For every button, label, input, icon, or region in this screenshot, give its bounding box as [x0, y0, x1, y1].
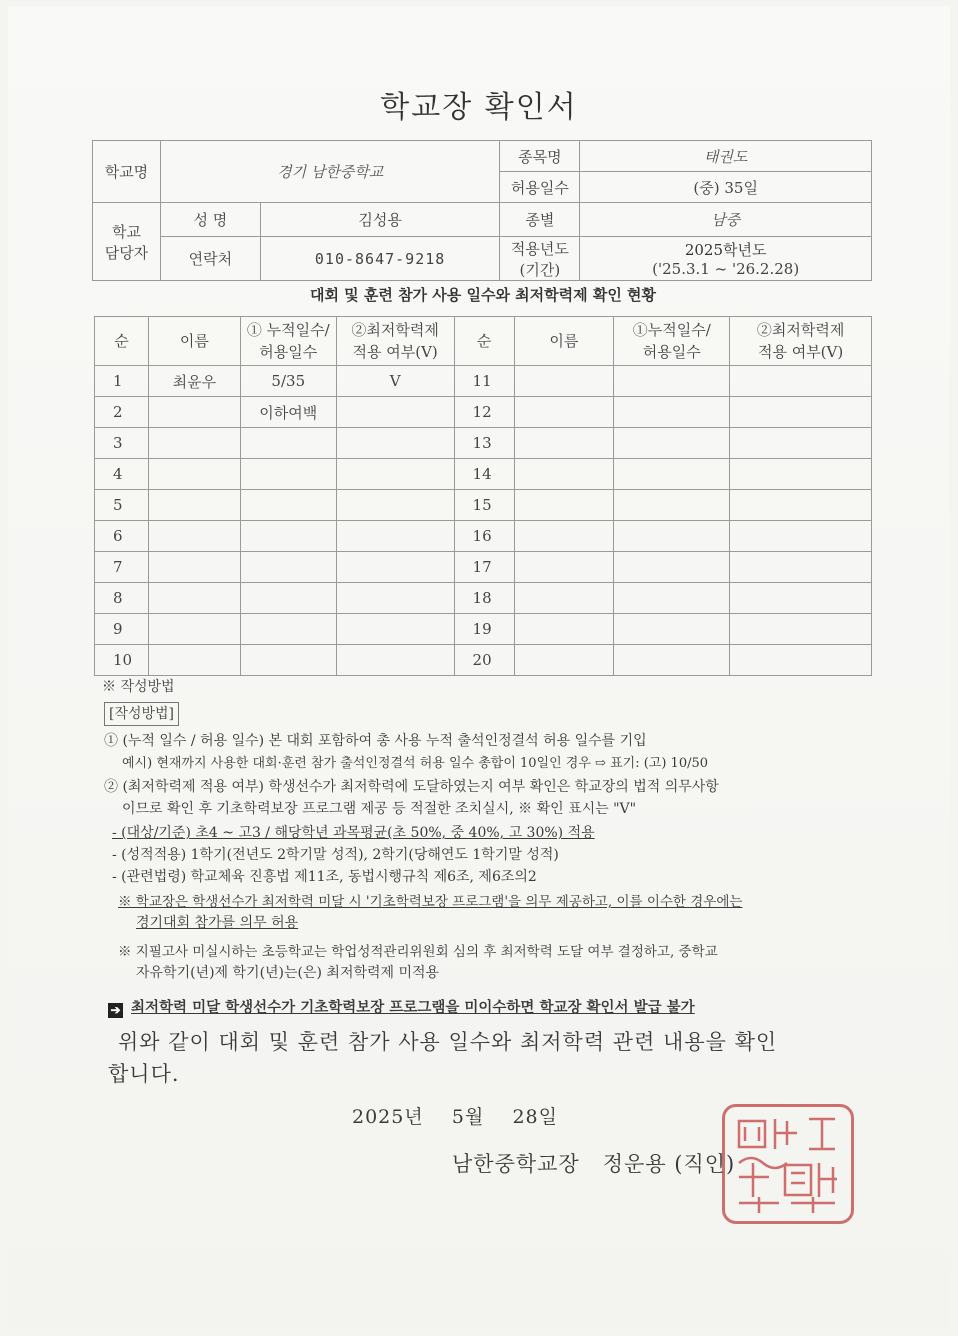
row-name	[148, 521, 240, 552]
note-2b: 자유학기(년)제 학기(년)는(은) 최저학력제 미적용	[136, 965, 440, 981]
year-value-1: 2025학년도	[684, 241, 767, 259]
table-row	[95, 366, 872, 397]
row-no-right: 16	[454, 521, 514, 552]
col-min-right	[730, 317, 872, 366]
row-check	[336, 521, 454, 552]
row-check	[336, 459, 454, 490]
sport-value: 태권도	[580, 141, 872, 172]
row-days	[240, 428, 336, 459]
row-name	[148, 645, 240, 676]
row-days: 이하여백	[240, 397, 336, 428]
method-note: ※ 작성방법	[102, 679, 175, 695]
year-label-2: (기간)	[519, 260, 561, 279]
table-row	[95, 552, 872, 583]
row-days	[240, 583, 336, 614]
row-days	[240, 645, 336, 676]
col-days-1: ① 누적일수/	[246, 321, 330, 339]
seal-glyphs	[725, 1107, 851, 1221]
year-label	[500, 237, 580, 281]
col-min-1: ②최저학력제	[351, 321, 439, 339]
row-check	[336, 583, 454, 614]
table-subtitle: 대회 및 훈련 참가 사용 일수와 최저학력제 확인 현황	[309, 286, 657, 304]
row-no-right: 14	[454, 459, 514, 490]
issue-date: 2025년 5월 28일	[352, 1106, 558, 1128]
row-name	[148, 614, 240, 645]
year-value-2: ('25.3.1 ~ '26.2.28)	[652, 260, 800, 278]
col-days-right-2: 허용일수	[642, 343, 701, 361]
contact-label: 연락처	[160, 237, 260, 281]
row-check	[336, 397, 454, 428]
row-no: 10	[95, 645, 149, 676]
instruction-1b: 예시) 현재까지 사용한 대회·훈련 참가 출석인정결석 허용 일수 총합이 10일인 경우 ⇨ 표기: (고) 10/50	[122, 756, 709, 771]
row-days	[240, 490, 336, 521]
row-name	[148, 490, 240, 521]
warning-line	[108, 996, 695, 1018]
col-name-right: 이름	[514, 317, 614, 366]
row-days	[240, 552, 336, 583]
row-no: 9	[95, 614, 149, 645]
row-name	[148, 552, 240, 583]
closing-line-2: 합니다.	[108, 1062, 180, 1086]
manager-label-2: 담당자	[104, 243, 149, 262]
row-name	[148, 583, 240, 614]
row-no: 5	[95, 490, 149, 521]
row-days	[240, 521, 336, 552]
col-min-right-1: ②최저학력제	[756, 321, 845, 339]
col-no: 순	[95, 317, 149, 366]
warning-text: 최저학력 미달 학생선수가 기초학력보장 프로그램을 미이수하면 학교장 확인서 발급 불가	[131, 999, 695, 1016]
allowed-days-label: 허용일수	[500, 172, 580, 203]
arrow-box-icon: ➔	[108, 1003, 123, 1018]
row-no-right: 17	[454, 552, 514, 583]
row-check: V	[336, 366, 454, 397]
row-no: 3	[95, 428, 149, 459]
row-no: 1	[95, 366, 149, 397]
allowed-days-value: (중) 35일	[580, 172, 872, 203]
table-row	[95, 521, 872, 552]
row-check	[336, 645, 454, 676]
method-box: [작성방법]	[104, 702, 179, 726]
note-2a: ※ 지필고사 미실시하는 초등학교는 학업성적관리위원회 심의 후 최저학력 도달 여부 결정하고, 중학교	[118, 944, 718, 960]
col-days	[240, 317, 336, 366]
col-days-right	[614, 317, 730, 366]
row-no: 2	[95, 397, 149, 428]
row-no: 8	[95, 583, 149, 614]
name-label: 성 명	[160, 203, 260, 237]
col-no-right: 순	[454, 317, 514, 366]
row-no-right: 15	[454, 490, 514, 521]
row-days	[240, 614, 336, 645]
row-no-right: 13	[454, 428, 514, 459]
row-no-right: 18	[454, 583, 514, 614]
row-check	[336, 428, 454, 459]
row-no-right: 11	[454, 366, 514, 397]
row-check	[336, 614, 454, 645]
contact-value: 010-8647-9218	[260, 237, 500, 281]
detail-1: - (대상/기준) 초4 ~ 고3 / 해당학년 과목평균(초 50%, 중 40%, 고 30%) 적용	[112, 825, 595, 841]
row-no-right: 20	[454, 645, 514, 676]
table-row	[95, 583, 872, 614]
year-value	[580, 237, 872, 281]
sport-label: 종목명	[500, 141, 580, 172]
row-no: 7	[95, 552, 149, 583]
row-check	[336, 490, 454, 521]
row-days: 5/35	[240, 366, 336, 397]
row-days	[240, 459, 336, 490]
table-row	[95, 397, 872, 428]
instruction-1a: ① (누적 일수 / 허용 일수) 본 대회 포함하여 총 사용 누적 출석인정결석 허용 일수를 기입	[104, 733, 647, 749]
closing-statement	[108, 1026, 848, 1090]
table-row	[95, 459, 872, 490]
instruction-2b: 이므로 확인 후 기초학력보장 프로그램 제공 등 적절한 조치실시, ※ 확인 표시는 "V"	[122, 801, 637, 817]
table-row	[95, 490, 872, 521]
principal-signature: 남한중학교장 정운용 (직인)	[452, 1152, 736, 1176]
row-check	[336, 552, 454, 583]
col-days-2: 허용일수	[259, 343, 318, 361]
col-name: 이름	[148, 317, 240, 366]
manager-label-1: 학교	[111, 222, 141, 241]
row-no-right: 19	[454, 614, 514, 645]
manager-label	[93, 203, 161, 281]
row-no: 4	[95, 459, 149, 490]
official-seal	[722, 1104, 854, 1224]
col-min	[336, 317, 454, 366]
row-name	[148, 397, 240, 428]
school-value: 경기 남한중학교	[160, 141, 500, 203]
year-label-1: 적용년도	[510, 239, 569, 258]
table-row	[95, 614, 872, 645]
note-1a: ※ 학교장은 학생선수가 최저학력 미달 시 '기초학력보장 프로그램'을 의무 제공하고, 이를 이수한 경우에는	[118, 894, 743, 910]
detail-2: - (성적적용) 1학기(전년도 2학기말 성적), 2학기(당해연도 1학기말 성적)	[112, 847, 559, 863]
row-no-right: 12	[454, 397, 514, 428]
instruction-2a: ② (최저학력제 적용 여부) 학생선수가 최저학력에 도달하였는지 여부 확인은 학교장의 법적 의무사항	[104, 779, 719, 795]
row-name	[148, 428, 240, 459]
col-days-right-1: ①누적일수/	[632, 321, 711, 339]
detail-3: - (관련법령) 학교체육 진흥법 제11조, 동법시행규칙 제6조, 제6조의2	[112, 869, 537, 885]
row-name	[148, 459, 240, 490]
closing-line-1: 위와 같이 대회 및 훈련 참가 사용 일수와 최저학력 관련 내용을 확인	[118, 1030, 778, 1054]
name-value: 김성용	[260, 203, 500, 237]
row-name: 최윤우	[148, 366, 240, 397]
info-table	[92, 140, 872, 281]
col-min-right-2: 적용 여부(V)	[757, 343, 844, 361]
gender-label: 종별	[500, 203, 580, 237]
gender-value: 남중	[580, 203, 872, 237]
table-row	[95, 645, 872, 676]
roster-table	[94, 316, 872, 676]
table-row	[95, 428, 872, 459]
note-1b: 경기대회 참가를 의무 허용	[136, 915, 299, 931]
school-label: 학교명	[93, 141, 161, 203]
document-title: 학교장 확인서	[380, 90, 578, 125]
row-no: 6	[95, 521, 149, 552]
col-min-2: 적용 여부(V)	[352, 343, 438, 361]
